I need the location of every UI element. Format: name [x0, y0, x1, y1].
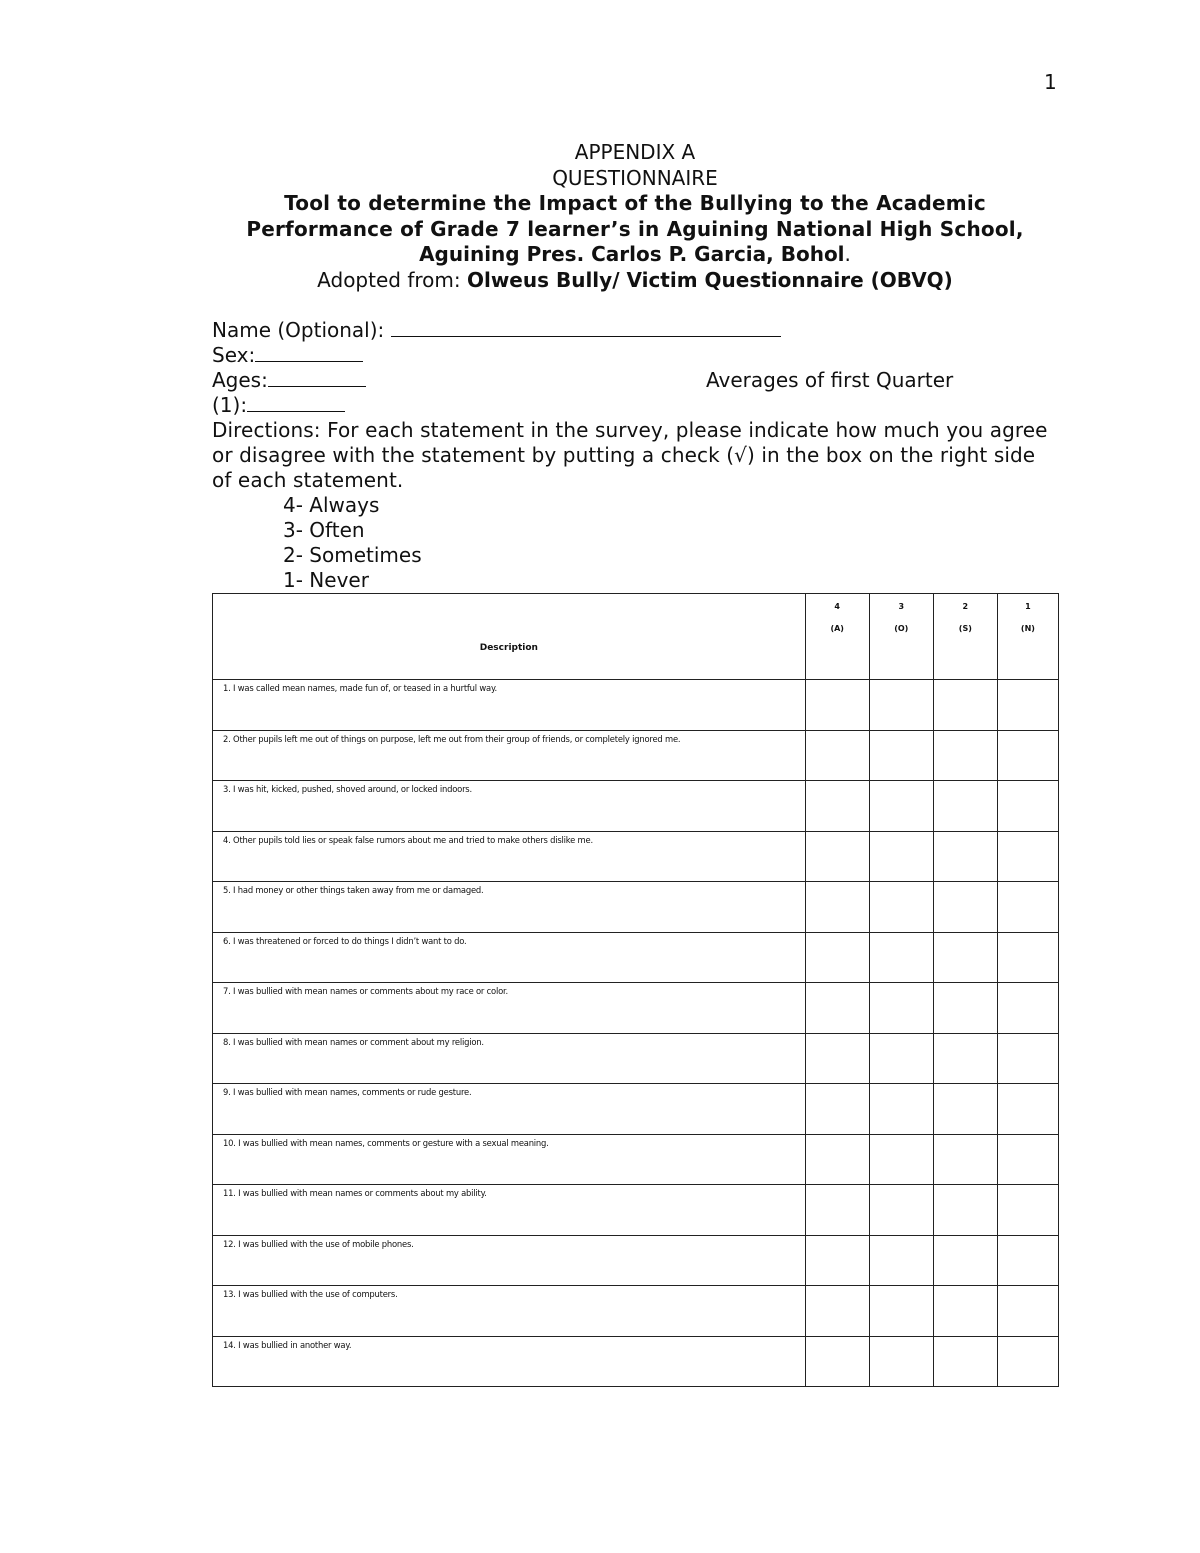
document-header — [200, 140, 1070, 293]
check-box-always[interactable] — [805, 1286, 869, 1337]
statement-text: 14. I was bullied in another way. — [213, 1336, 806, 1387]
check-box-sometimes[interactable] — [933, 983, 997, 1034]
check-box-never[interactable] — [997, 1033, 1058, 1084]
scale-sometimes: 2- Sometimes — [283, 543, 422, 567]
check-box-never[interactable] — [997, 1235, 1058, 1286]
check-box-often[interactable] — [869, 781, 933, 832]
check-box-always[interactable] — [805, 1235, 869, 1286]
name-blank[interactable] — [391, 318, 781, 337]
check-box-always[interactable] — [805, 730, 869, 781]
check-box-sometimes[interactable] — [933, 730, 997, 781]
check-box-often[interactable] — [869, 1235, 933, 1286]
check-box-never[interactable] — [997, 1134, 1058, 1185]
score-code: (N) — [1020, 624, 1035, 633]
check-box-often[interactable] — [869, 1033, 933, 1084]
check-box-often[interactable] — [869, 1185, 933, 1236]
scale-never: 1- Never — [283, 568, 369, 592]
table-row — [213, 730, 1059, 781]
statement-text: 10. I was bullied with mean names, comments or gesture with a sexual meaning. — [213, 1134, 806, 1185]
check-box-sometimes[interactable] — [933, 1286, 997, 1337]
directions-text: Directions: For each statement in the survey, please indicate how much you agree or disagree with the statement by putting a check (√) in the box on the right side of each statement. — [212, 418, 1048, 492]
check-box-sometimes[interactable] — [933, 1084, 997, 1135]
name-row — [212, 318, 1062, 343]
check-box-always[interactable] — [805, 781, 869, 832]
score-header-often — [869, 594, 933, 680]
check-box-always[interactable] — [805, 831, 869, 882]
check-box-always[interactable] — [805, 1033, 869, 1084]
score-code: (O) — [894, 624, 909, 633]
check-box-often[interactable] — [869, 1286, 933, 1337]
table-row — [213, 831, 1059, 882]
sex-row — [212, 343, 1062, 368]
statement-text: 7. I was bullied with mean names or comments about my race or color. — [213, 983, 806, 1034]
title-line-3-text: Aguining Pres. Carlos P. Garcia, Bohol — [419, 242, 845, 266]
check-box-sometimes[interactable] — [933, 1185, 997, 1236]
check-box-often[interactable] — [869, 730, 933, 781]
check-box-never[interactable] — [997, 983, 1058, 1034]
score-code: (S) — [958, 624, 972, 633]
sex-blank[interactable] — [255, 343, 363, 362]
score-header-sometimes — [933, 594, 997, 680]
scale-always: 4- Always — [283, 493, 380, 517]
check-box-always[interactable] — [805, 932, 869, 983]
table-row — [213, 932, 1059, 983]
title-line-3-period: . — [844, 242, 851, 266]
table-row — [213, 1033, 1059, 1084]
name-label: Name (Optional): — [212, 318, 391, 342]
check-box-sometimes[interactable] — [933, 1033, 997, 1084]
averages-row — [212, 393, 1062, 418]
check-box-never[interactable] — [997, 1286, 1058, 1337]
check-box-never[interactable] — [997, 680, 1058, 731]
check-box-sometimes[interactable] — [933, 1336, 997, 1387]
survey-table — [212, 593, 1059, 1387]
statement-text: 11. I was bullied with mean names or comments about my ability. — [213, 1185, 806, 1236]
statement-text: 5. I had money or other things taken away from me or damaged. — [213, 882, 806, 933]
adopted-source: Olweus Bully/ Victim Questionnaire (OBVQ) — [466, 267, 953, 292]
table-row — [213, 1286, 1059, 1337]
table-row — [213, 1134, 1059, 1185]
check-box-always[interactable] — [805, 882, 869, 933]
description-header: Description — [213, 594, 806, 680]
score-number: 1 — [1025, 602, 1031, 611]
respondent-info — [212, 318, 1062, 593]
ages-row — [212, 368, 1062, 393]
questionnaire-heading: QUESTIONNAIRE — [552, 165, 718, 190]
check-box-sometimes[interactable] — [933, 932, 997, 983]
averages-label: Averages of first Quarter — [706, 368, 954, 392]
table-row — [213, 781, 1059, 832]
statement-text: 4. Other pupils told lies or speak false rumors about me and tried to make others dislike me. — [213, 831, 806, 882]
check-box-often[interactable] — [869, 831, 933, 882]
check-box-always[interactable] — [805, 983, 869, 1034]
statement-text: 8. I was bullied with mean names or comment about my religion. — [213, 1033, 806, 1084]
check-box-often[interactable] — [869, 1084, 933, 1135]
check-box-never[interactable] — [997, 831, 1058, 882]
score-number: 3 — [898, 602, 905, 611]
title-line-1: Tool to determine the Impact of the Bullying to the Academic — [284, 191, 986, 215]
statement-text: 3. I was hit, kicked, pushed, shoved around, or locked indoors. — [213, 781, 806, 832]
table-row — [213, 1235, 1059, 1286]
check-box-often[interactable] — [869, 882, 933, 933]
title-line-2: Performance of Grade 7 learner’s in Aguining National High School, — [246, 216, 1024, 241]
check-box-never[interactable] — [997, 932, 1058, 983]
score-number: 2 — [962, 602, 969, 611]
sex-label: Sex: — [212, 343, 256, 367]
check-box-always[interactable] — [805, 1185, 869, 1236]
adopted-prefix: Adopted from: — [317, 267, 467, 292]
ages-blank[interactable] — [268, 368, 366, 387]
score-header-never — [997, 594, 1058, 680]
check-box-sometimes[interactable] — [933, 781, 997, 832]
appendix-heading: APPENDIX A — [574, 140, 696, 164]
averages-cont-label: (1): — [212, 393, 248, 417]
table-row — [213, 1336, 1059, 1387]
table-row — [213, 882, 1059, 933]
check-box-often[interactable] — [869, 932, 933, 983]
ages-label: Ages: — [212, 368, 268, 392]
page-number: 1 — [1044, 70, 1057, 94]
statement-text: 2. Other pupils left me out of things on purpose, left me out from their group of friends, or completely ignored me. — [213, 730, 806, 781]
check-box-always[interactable] — [805, 680, 869, 731]
check-box-sometimes[interactable] — [933, 1235, 997, 1286]
averages-blank[interactable] — [247, 393, 345, 412]
table-row — [213, 680, 1059, 731]
check-box-sometimes[interactable] — [933, 882, 997, 933]
check-box-sometimes[interactable] — [933, 831, 997, 882]
score-code: (A) — [830, 624, 844, 633]
check-box-never[interactable] — [997, 781, 1058, 832]
check-box-never[interactable] — [997, 882, 1058, 933]
table-row — [213, 1185, 1059, 1236]
statement-text: 12. I was bullied with the use of mobile phones. — [213, 1235, 806, 1286]
check-box-never[interactable] — [997, 1084, 1058, 1135]
check-box-often[interactable] — [869, 680, 933, 731]
table-row — [213, 1084, 1059, 1135]
table-header-row — [213, 594, 1059, 680]
check-box-always[interactable] — [805, 1134, 869, 1185]
scale-often: 3- Often — [283, 518, 365, 542]
adopted-from-line — [200, 268, 1070, 294]
score-header-always — [805, 594, 869, 680]
statement-text: 9. I was bullied with mean names, comments or rude gesture. — [213, 1084, 806, 1135]
score-number: 4 — [834, 602, 840, 611]
check-box-always[interactable] — [805, 1084, 869, 1135]
check-box-never[interactable] — [997, 1336, 1058, 1387]
title-line-3 — [200, 242, 1070, 268]
check-box-sometimes[interactable] — [933, 680, 997, 731]
statement-text: 6. I was threatened or forced to do things I didn’t want to do. — [213, 932, 806, 983]
check-box-always[interactable] — [805, 1336, 869, 1387]
statement-text: 13. I was bullied with the use of computers. — [213, 1286, 806, 1337]
statement-text: 1. I was called mean names, made fun of, or teased in a hurtful way. — [213, 680, 806, 731]
check-box-sometimes[interactable] — [933, 1134, 997, 1185]
check-box-never[interactable] — [997, 730, 1058, 781]
check-box-never[interactable] — [997, 1185, 1058, 1236]
check-box-often[interactable] — [869, 1134, 933, 1185]
table-row — [213, 983, 1059, 1034]
check-box-often[interactable] — [869, 983, 933, 1034]
check-box-often[interactable] — [869, 1336, 933, 1387]
